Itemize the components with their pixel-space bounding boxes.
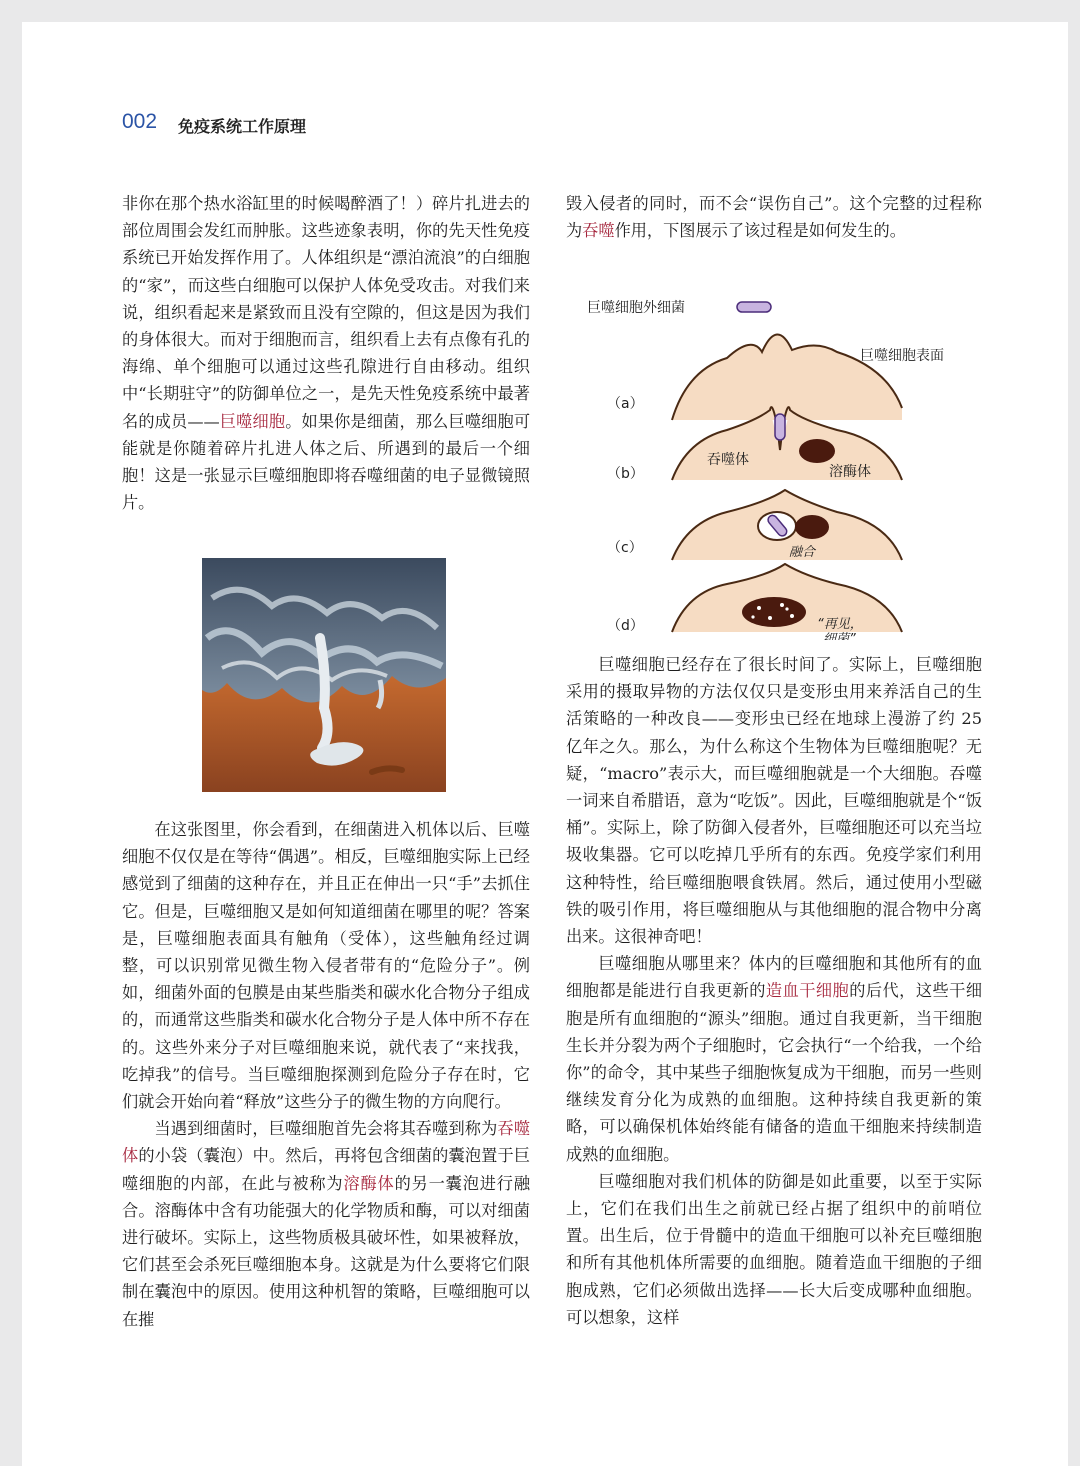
electron-micrograph (202, 558, 446, 792)
paragraph: 当遇到细菌时，巨噬细胞首先会将其吞噬到称为吞噬体的小袋（囊泡）中。然后，再将包含细菌的囊泡置于巨噬细胞的内部，在此与被称为溶酶体的另一囊泡进行融合。溶酶体中含有功能强大的化学物质和酶，可以对细菌进行破坏。实际上，这些物质极具破坏性，如果被释放，它们甚至会杀死巨噬细胞本身。这就是为什么要将它们限制在囊泡中的原因。使用这种机智的策略，巨噬细胞可以在摧 (122, 1119, 531, 1329)
right-column-bottom (566, 651, 982, 1331)
digested-bacterium (742, 597, 806, 627)
label-surface: 巨噬细胞表面 (860, 348, 944, 364)
book-title: 免疫系统工作原理 (178, 117, 307, 136)
term-highlight: 溶酶体 (343, 1173, 395, 1193)
label-lysosome: 溶酶体 (829, 464, 871, 480)
left-column-top (122, 190, 530, 516)
label-a: （a） (607, 396, 644, 412)
paragraph: 在这张图里，你会看到，在细菌进入机体以后、巨噬细胞不仅仅是在等待“偶遇”。相反，巨噬细胞实际上已经感觉到了细菌的这种存在，并且正在伸出一只“手”去抓住它。但是，巨噬细胞又是如何知道细菌在哪里的呢？答案是，巨噬细胞表面具有触角（受体），这些触角经过调整，可以识别常见微生物入侵者带有的“危险分子”。例如，细菌外面的包膜是由某些脂类和碳水化合物分子组成的，而通常这些脂类和碳水化合物分子是人体中所不存在的。这些外来分子对巨噬细胞来说，就代表了“来找我，吃掉我”的信号。当巨噬细胞探测到危险分子存在时，它们就会开始向着“释放”这些分子的微生物的方向爬行。 (122, 820, 530, 1112)
term-highlight: 造血干细胞 (765, 981, 850, 1001)
label-fusion: 融合 (789, 545, 816, 560)
left-column-bottom (122, 816, 530, 1333)
book-page (22, 22, 1068, 1466)
paragraph: 非你在那个热水浴缸里的时候喝醉酒了！）碎片扎进去的部位周围会发红而肿胀。这些迹象表明，你的先天性免疫系统已开始发挥作用了。人体组织是“漂泊流浪”的白细胞的“家”，而这些白细胞可以保护人体免受攻击。对我们来说，组织看起来是紧致而且没有空隙的，但这是因为我们的身体很大。而对于细胞而言，组织看上去有点像有孔的海绵、单个细胞可以通过这些孔隙进行自由移动。组织中“长期驻守”的防御单位之一，是先天性免疫系统中最著名的成员——巨噬细胞。如果你是细菌，那么巨噬细胞可能就是你随着碎片扎进人体之后、所遇到的最后一个细胞！这是一张显示巨噬细胞即将吞噬细菌的电子显微镜照片。 (122, 194, 531, 513)
label-c: （c） (607, 540, 643, 556)
phagocytosis-diagram (577, 290, 957, 640)
term-highlight: 吞噬 (582, 221, 615, 241)
term-highlight: 巨噬细胞 (219, 411, 286, 431)
paragraph: 巨噬细胞对我们机体的防御是如此重要，以至于实际上，它们在我们出生之前就已经占据了组织中的前哨位置。出生后，位于骨髓中的造血干细胞可以补充巨噬细胞和所有其他机体所需要的血细胞。随着造血干细胞的子细胞成熟，它们必须做出选择——长大后变成哪种血细胞。可以想象，这样 (566, 1171, 982, 1327)
right-column-top (566, 190, 982, 244)
label-b: （b） (607, 466, 644, 482)
term-highlight: 吞噬体 (122, 1119, 531, 1166)
label-bacterium: 巨噬细胞外细菌 (587, 300, 685, 316)
label-bye-1: “再见， (817, 617, 863, 632)
paragraph: 毁入侵者的同时，而不会“误伤自己”。这个完整的过程称为吞噬作用，下图展示了该过程是如何发生的。 (566, 194, 982, 241)
label-phagosome: 吞噬体 (707, 452, 749, 468)
bacterium-icon (737, 302, 771, 312)
paragraph: 巨噬细胞从哪里来？体内的巨噬细胞和其他所有的血细胞都是能进行自我更新的造血干细胞的后代，这些干细胞是所有血细胞的“源头”细胞。通过自我更新，当干细胞生长并分裂为两个子细胞时，它会执行“一个给我，一个给你”的命令，其中某些子细胞恢复成为干细胞，而另一些则继续发育分化为成熟的血细胞。这种持续自我更新的策略，可以确保机体始终能有储备的造血干细胞来持续制造成熟的血细胞。 (566, 954, 983, 1164)
paragraph: 巨噬细胞已经存在了很长时间了。实际上，巨噬细胞采用的摄取异物的方法仅仅只是变形虫用来养活自己的生活策略的一种改良——变形虫已经在地球上漫游了约 25 亿年之久。那么，为什么称这个生物体为巨噬细胞呢？无疑，“macro”表示大，而巨噬细胞就是一个大细胞。吞噬一词来自希腊语，意为“吃饭”。因此，巨噬细胞就是个“饭桶”。实际上，除了防御入侵者外，巨噬细胞还可以充当垃圾收集器。它可以吃掉几乎所有的东西。免疫学家们利用这种特性，给巨噬细胞喂食铁屑。然后，通过使用小型磁铁的吸引作用，将巨噬细胞从与其他细胞的混合物中分离出来。这很神奇吧！ (566, 655, 982, 947)
page-number: 002 (122, 110, 158, 133)
label-d: （d） (607, 618, 644, 634)
label-bye-2: 细菌” (823, 632, 856, 640)
